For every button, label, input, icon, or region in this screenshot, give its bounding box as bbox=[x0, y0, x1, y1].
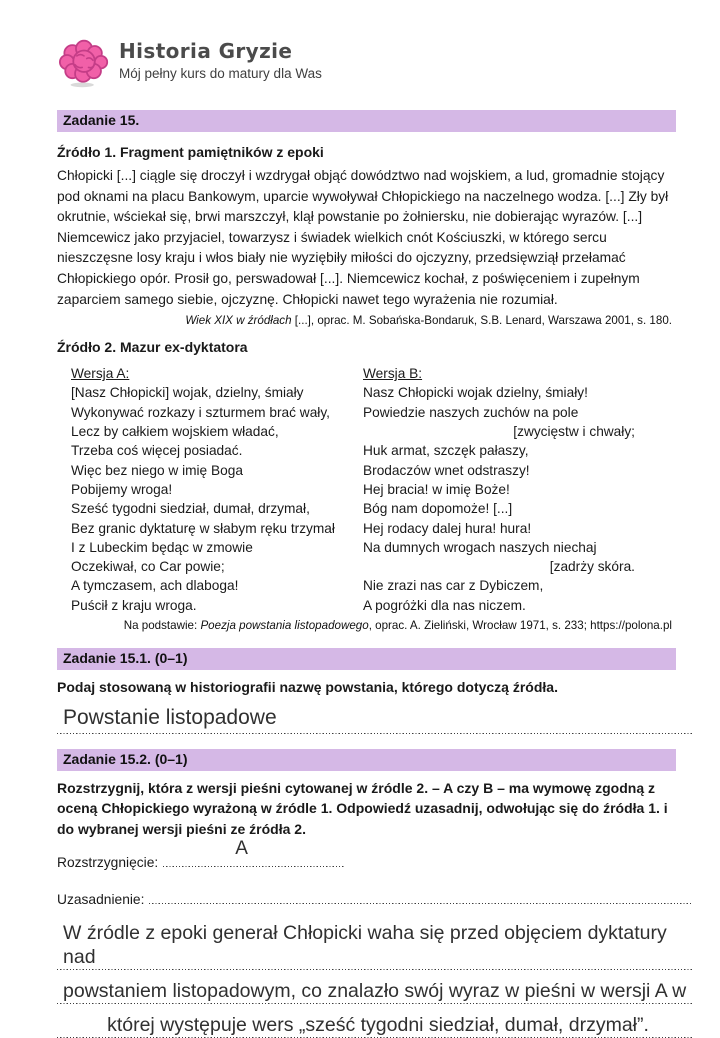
answer-line[interactable]: której występuje wers „sześć tygodni siedział, dumał, drzymał”. bbox=[57, 1004, 693, 1038]
poem-line: Sześć tygodni siedział, dumał, drzymał, bbox=[71, 501, 310, 517]
justification-row bbox=[57, 891, 693, 907]
source2-citation bbox=[57, 619, 672, 632]
poem-line: Bez granic dyktaturę w słabym ręku trzymał bbox=[71, 520, 335, 536]
poem-line: Pobijemy wroga! bbox=[71, 481, 173, 497]
version-b-column bbox=[363, 364, 653, 615]
task-15-2-header: Zadanie 15.2. (0–1) bbox=[57, 749, 676, 771]
task-15-1-question: Podaj stosowaną w historiografii nazwę powstania, którego dotyczą źródła. bbox=[57, 679, 558, 696]
poem-line: Brodaczów wnet odstraszy! bbox=[363, 462, 530, 478]
source2-citation-rest: , oprac. A. Zieliński, Wrocław 1971, s. 233; https://polona.pl bbox=[368, 619, 672, 633]
source2-citation-prefix: Na podstawie: bbox=[123, 619, 201, 633]
source1-text: Chłopicki [...] ciągle się droczył i wzdrygał objąć dowództwo nad wojskiem, a lud, gromadnie stojący pod oknami na placu Bankowym, uparcie wywoływał Chłopickiego na naczelnego wodza. [...] Zły był okrutnie, wściekał się, brwi marszczył, klął powstanie po żołniersku, nie dobierając wyrazów. [...] Niemcewicz jako przyjaciel, towarzysz i świadek wielkich cnót Kościuszki, w którego sercu nieszczęsne losy kraju i włos biały nie wyziębiły miłości do ojczyzny, przedsięwziął przełamać Chłopickiego opór. Prosił go, perswadował [...]. Niemcewicz kochał, z poświęceniem i zupełnym zaparciem samego siebie, ojczyznę. Chłopicki nawet tego wyrażenia nie rozumiał. bbox=[57, 168, 669, 307]
source1-citation-title: Wiek XIX w źródłach bbox=[185, 314, 292, 328]
poem-line: Huk armat, szczęk pałaszy, bbox=[363, 443, 529, 459]
poem-line: Bóg nam dopomoże! [...] bbox=[363, 501, 513, 517]
justification-answer-field[interactable] bbox=[149, 891, 693, 904]
poem-line: [zwycięstw i chwały; bbox=[513, 424, 635, 440]
poem-line: Oczekiwał, co Car powie; bbox=[71, 559, 225, 575]
source2-heading: Źródło 2. Mazur ex-dyktatora bbox=[57, 339, 248, 356]
justification-answer-lines bbox=[57, 912, 693, 1038]
poem-line: Nasz Chłopicki wojak dzielny, śmiały! bbox=[363, 385, 588, 401]
poem-line: Nie zrazi nas car z Dybiczem, bbox=[363, 578, 544, 594]
poem-line: Lecz by całkiem wojskiem władać, bbox=[71, 424, 279, 440]
source1-citation bbox=[57, 314, 672, 327]
answer-line[interactable]: W źródle z epoki generał Chłopicki waha się przed objęciem dyktatury nad bbox=[57, 912, 693, 970]
song-versions bbox=[57, 364, 672, 615]
poem-line: A pogróżki dla nas niczem. bbox=[363, 597, 526, 613]
version-a-column bbox=[71, 364, 363, 615]
source2-citation-title: Poezja powstania listopadowego bbox=[200, 619, 369, 633]
task-15-2-question: Rozstrzygnij, która z wersji pieśni cytowanej w źródle 2. – A czy B – ma wymowę zgodną z oceną Chłopickiego wyrażoną w źródle 1. Odpowiedź uzasadnij, odwołując się do źródła 1. i do wybranej wersji pieśni ze źródła 2. bbox=[57, 779, 668, 837]
poem-line: A tymczasem, ach dlaboga! bbox=[71, 578, 239, 594]
task-15-1-header: Zadanie 15.1. (0–1) bbox=[57, 648, 676, 670]
poem-line: Hej rodacy dalej hura! hura! bbox=[363, 520, 532, 536]
poem-line: Wykonywać rozkazy i szturmem brać wały, bbox=[71, 404, 330, 420]
brain-logo-icon bbox=[57, 38, 111, 93]
version-b-label: Wersja B: bbox=[363, 366, 423, 382]
brand-title: Historia Gryzie bbox=[119, 39, 293, 63]
resolution-answer-value: A bbox=[235, 838, 248, 860]
justification-label: Uzasadnienie: bbox=[57, 892, 145, 908]
poem-line: [Nasz Chłopicki] wojak, dzielny, śmiały bbox=[71, 385, 304, 401]
task-15-header: Zadanie 15. bbox=[57, 110, 676, 132]
resolution-label: Rozstrzygnięcie: bbox=[57, 855, 159, 871]
source1-heading: Źródło 1. Fragment pamiętników z epoki bbox=[57, 144, 324, 160]
poem-line: Na dumnych wrogach naszych niechaj bbox=[363, 539, 597, 555]
task-15-1-answer-field[interactable]: Powstanie listopadowe bbox=[57, 706, 693, 735]
source1-citation-rest: [...], oprac. M. Sobańska-Bondaruk, S.B. Lenard, Warszawa 2001, s. 180. bbox=[291, 314, 672, 328]
poem-line: Trzeba coś więcej posiadać. bbox=[71, 443, 243, 459]
brand-subtitle: Mój pełny kurs do matury dla Was bbox=[119, 66, 322, 81]
poem-line: [zadrży skóra. bbox=[549, 559, 635, 575]
header bbox=[57, 36, 672, 98]
poem-line: I z Lubeckim będąc w zmowie bbox=[71, 539, 253, 555]
poem-line: Puścił z kraju wroga. bbox=[71, 597, 197, 613]
poem-line: Powiedzie naszych zuchów na pole bbox=[363, 404, 579, 420]
resolution-answer-field[interactable] bbox=[163, 838, 345, 867]
poem-line: Hej bracia! w imię Boże! bbox=[363, 481, 510, 497]
poem-line: Więc bez niego w imię Boga bbox=[71, 462, 243, 478]
brand-block bbox=[119, 36, 322, 81]
version-a-label: Wersja A: bbox=[71, 366, 130, 382]
answer-line[interactable]: powstaniem listopadowym, co znalazło swój wyraz w pieśni w wersji A w bbox=[57, 970, 693, 1004]
resolution-row bbox=[57, 838, 672, 871]
